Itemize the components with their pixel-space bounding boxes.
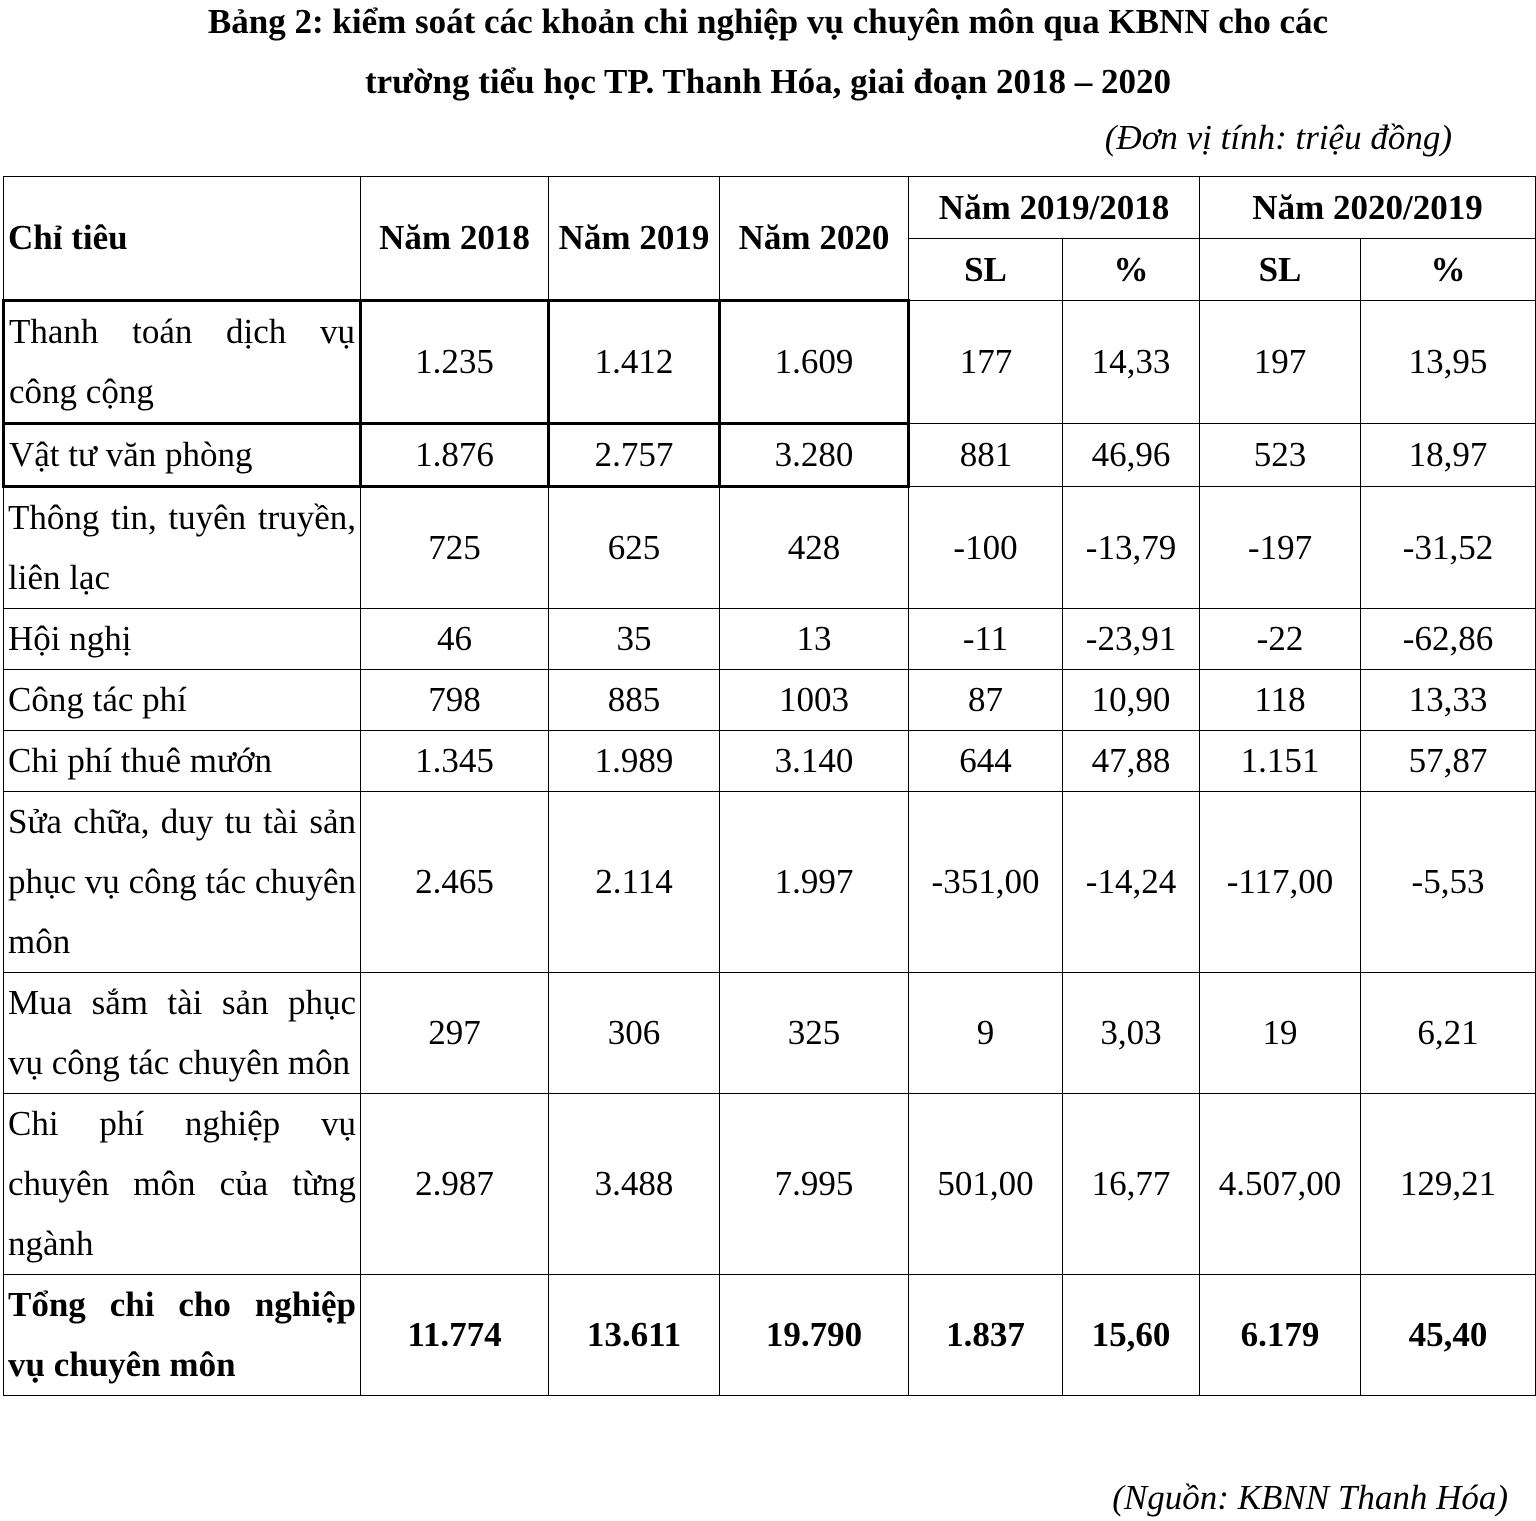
table-cell: 13,33 [1361,670,1536,731]
table-cell: -197 [1200,487,1361,609]
table-cell: 16,77 [1063,1094,1200,1275]
table-cell: 3.280 [720,424,909,487]
table-cell: 306 [549,973,720,1094]
header-2019: Năm 2019 [549,177,720,301]
table-cell: 46,96 [1063,424,1200,487]
table-cell: 57,87 [1361,731,1536,792]
table-cell: 197 [1200,301,1361,424]
table-cell: 1.345 [361,731,549,792]
row-label: Thanh toán dịch vụ công cộng [4,301,361,424]
table-cell: 9 [909,973,1063,1094]
table-row [4,1094,1536,1275]
table-cell: 19.790 [720,1275,909,1396]
table-cell: 1.151 [1200,731,1361,792]
table-cell: 1.876 [361,424,549,487]
row-label: Mua sắm tài sản phục vụ công tác chuyên môn [4,973,361,1094]
header-2020: Năm 2020 [720,177,909,301]
table-cell: 10,90 [1063,670,1200,731]
table-cell: 885 [549,670,720,731]
table-cell: -31,52 [1361,487,1536,609]
table-cell: 14,33 [1063,301,1200,424]
table-cell: 644 [909,731,1063,792]
table-cell: 35 [549,609,720,670]
table-cell: 3,03 [1063,973,1200,1094]
table-cell: 11.774 [361,1275,549,1396]
table-cell: 4.507,00 [1200,1094,1361,1275]
table-cell: 1.837 [909,1275,1063,1396]
row-label: Chi phí nghiệp vụ chuyên môn của từng ngành [4,1094,361,1275]
table-cell: 13 [720,609,909,670]
header-sl-2: SL [1200,239,1361,301]
table-row [4,792,1536,973]
table-row [4,670,1536,731]
table-cell: 19 [1200,973,1361,1094]
header-pct-2: % [1361,239,1536,301]
table-row [4,973,1536,1094]
table-cell: 3.488 [549,1094,720,1275]
table-cell: 6.179 [1200,1275,1361,1396]
table-cell: 7.995 [720,1094,909,1275]
table-cell: 2.757 [549,424,720,487]
table-cell: 3.140 [720,731,909,792]
source-note: (Nguồn: KBNN Thanh Hóa) [1112,1478,1508,1517]
header-indicator: Chỉ tiêu [4,177,361,301]
table-cell: 13.611 [549,1275,720,1396]
table-cell: -22 [1200,609,1361,670]
table-cell: 13,95 [1361,301,1536,424]
total-row [4,1275,1536,1396]
table-cell: 1.989 [549,731,720,792]
table-cell: 2.114 [549,792,720,973]
row-label: Thông tin, tuyên truyền, liên lạc [4,487,361,609]
header-2019-vs-2018: Năm 2019/2018 [909,177,1200,239]
table-cell: 2.987 [361,1094,549,1275]
unit-note: (Đơn vị tính: triệu đồng) [1104,118,1452,157]
row-label: Chi phí thuê mướn [4,731,361,792]
table-cell: 15,60 [1063,1275,1200,1396]
table-cell: -13,79 [1063,487,1200,609]
expenditure-table [2,176,1536,1396]
table-cell: 725 [361,487,549,609]
table-row [4,301,1536,424]
table-cell: 46 [361,609,549,670]
table-cell: 428 [720,487,909,609]
table-cell: 6,21 [1361,973,1536,1094]
table-body [4,301,1536,1396]
table-cell: 18,97 [1361,424,1536,487]
header-2020-vs-2019: Năm 2020/2019 [1200,177,1536,239]
table-cell: -117,00 [1200,792,1361,973]
table-cell: 1.235 [361,301,549,424]
row-label: Công tác phí [4,670,361,731]
table-cell: -5,53 [1361,792,1536,973]
row-label: Vật tư văn phòng [4,424,361,487]
table-cell: -351,00 [909,792,1063,973]
table-cell: 118 [1200,670,1361,731]
table-cell: 297 [361,973,549,1094]
table-cell: 798 [361,670,549,731]
table-cell: 2.465 [361,792,549,973]
table-title-line-1: Bảng 2: kiểm soát các khoản chi nghiệp vụ chuyên môn qua KBNN cho các [207,2,1329,41]
table-cell: 129,21 [1361,1094,1536,1275]
table-cell: 625 [549,487,720,609]
table-row [4,487,1536,609]
table-cell: 45,40 [1361,1275,1536,1396]
table-title-line-2: trường tiểu học TP. Thanh Hóa, giai đoạn 2018 – 2020 [364,62,1171,101]
table-cell: -14,24 [1063,792,1200,973]
table-cell: 47,88 [1063,731,1200,792]
header-2018: Năm 2018 [361,177,549,301]
table-row [4,731,1536,792]
table-row [4,424,1536,487]
table-cell: 881 [909,424,1063,487]
table-cell: 523 [1200,424,1361,487]
table-cell: -100 [909,487,1063,609]
table-cell: 1.997 [720,792,909,973]
table-cell: 177 [909,301,1063,424]
table-cell: 87 [909,670,1063,731]
row-label: Hội nghị [4,609,361,670]
table-cell: -62,86 [1361,609,1536,670]
header-pct-1: % [1063,239,1200,301]
table-cell: -11 [909,609,1063,670]
table-cell: 501,00 [909,1094,1063,1275]
row-label: Sửa chữa, duy tu tài sản phục vụ công tác chuyên môn [4,792,361,973]
table-cell: 1.609 [720,301,909,424]
table-cell: 1003 [720,670,909,731]
row-label: Tổng chi cho nghiệp vụ chuyên môn [4,1275,361,1396]
table-cell: 325 [720,973,909,1094]
table-cell: 1.412 [549,301,720,424]
header-sl-1: SL [909,239,1063,301]
table-cell: -23,91 [1063,609,1200,670]
table-row [4,609,1536,670]
